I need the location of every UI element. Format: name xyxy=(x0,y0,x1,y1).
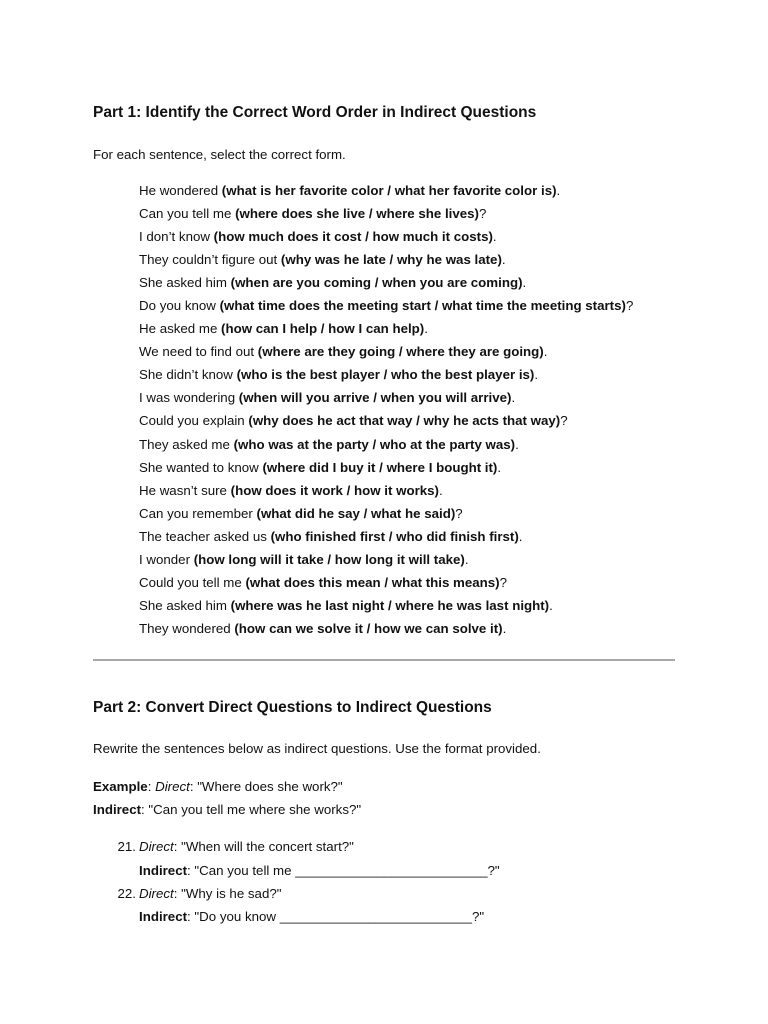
question-punctuation: ? xyxy=(455,505,463,521)
question-text xyxy=(139,527,522,547)
example-indirect-text: : "Can you tell me where she works?" xyxy=(141,802,362,817)
part1-instruction: For each sentence, select the correct form. xyxy=(93,147,346,162)
question-stem: Could you explain xyxy=(139,413,249,429)
question-stem: Can you remember xyxy=(139,505,257,521)
question-stem: Could you tell me xyxy=(139,574,246,590)
question-stem: Do you know xyxy=(139,298,220,314)
question-stem: They wondered xyxy=(139,620,235,636)
question-stem: Can you tell me xyxy=(139,206,236,222)
question-punctuation: ? xyxy=(560,413,568,429)
exercise-direct-label: Direct xyxy=(139,886,174,901)
question-punctuation: . xyxy=(438,482,443,498)
exercise-indirect-line[interactable] xyxy=(139,907,484,927)
question-stem: He asked me xyxy=(139,321,222,337)
question-punctuation: . xyxy=(515,436,519,452)
question-punctuation: . xyxy=(464,551,469,567)
answer-choices[interactable]: (how does it work / how it works) xyxy=(230,482,439,498)
question-punctuation: . xyxy=(492,229,497,245)
question-punctuation: . xyxy=(556,183,561,198)
answer-choices[interactable]: (what does this mean / what this means) xyxy=(245,574,500,590)
answer-choices[interactable]: (how much does it cost / how much it costs) xyxy=(213,229,493,245)
question-stem: I wonder xyxy=(139,551,194,567)
answer-choices[interactable]: (who was at the party / who at the party was) xyxy=(233,436,516,452)
question-stem: We need to find out xyxy=(139,344,258,360)
exercise-indirect-label: Indirect xyxy=(139,909,188,924)
question-text xyxy=(139,227,497,247)
answer-choices[interactable]: (when will you arrive / when you will arrive) xyxy=(238,390,512,406)
question-text xyxy=(139,388,515,408)
example-indirect-line xyxy=(93,800,361,820)
question-stem: He wasn’t sure xyxy=(139,482,231,498)
exercise-answer-blank[interactable]: : "Can you tell me __________________________?" xyxy=(187,863,500,878)
question-text xyxy=(139,365,538,385)
question-stem: I was wondering xyxy=(139,390,239,406)
question-punctuation: . xyxy=(549,597,553,613)
question-stem: She didn’t know xyxy=(139,367,237,383)
exercise-direct-line xyxy=(139,884,281,904)
answer-choices[interactable]: (how can I help / how I can help) xyxy=(221,321,425,337)
question-punctuation: . xyxy=(502,620,507,636)
question-punctuation: . xyxy=(534,367,539,383)
question-text xyxy=(139,296,633,316)
answer-choices[interactable]: (what did he say / what he said) xyxy=(256,505,456,521)
answer-choices[interactable]: (where was he last night / where he was last night) xyxy=(230,597,550,613)
question-text xyxy=(139,342,547,362)
exercise-direct-line xyxy=(139,837,354,857)
exercise-direct-text: : "When will the concert start?" xyxy=(173,839,354,854)
question-punctuation: . xyxy=(518,528,523,544)
question-text xyxy=(139,458,501,478)
exercise-number: 21. xyxy=(117,839,136,854)
question-text xyxy=(139,550,469,570)
question-punctuation: . xyxy=(543,344,548,360)
example-direct-line xyxy=(93,777,343,797)
question-stem: I don’t know xyxy=(139,229,214,245)
example-indirect-label: Indirect xyxy=(93,802,142,817)
answer-choices[interactable]: (where did I buy it / where I bought it) xyxy=(262,459,498,475)
answer-choices[interactable]: (where does she live / where she lives) xyxy=(235,206,479,222)
exercise-indirect-line[interactable] xyxy=(139,861,500,881)
answer-choices[interactable]: (what time does the meeting start / what time the meeting starts) xyxy=(219,298,626,314)
question-stem: She asked him xyxy=(139,275,231,291)
answer-choices[interactable]: (why was he late / why he was late) xyxy=(280,252,502,268)
question-text xyxy=(139,435,519,455)
example-separator: : xyxy=(147,779,156,794)
question-punctuation: . xyxy=(501,252,506,268)
question-stem: They couldn’t figure out xyxy=(139,252,281,268)
example-direct-label: Direct xyxy=(155,779,190,794)
exercise-direct-text: : "Why is he sad?" xyxy=(173,886,282,901)
question-punctuation: ? xyxy=(478,206,487,222)
question-stem: She wanted to know xyxy=(139,459,263,475)
question-text xyxy=(139,273,526,293)
question-text xyxy=(139,181,560,201)
question-text xyxy=(139,250,506,270)
question-text xyxy=(139,411,568,431)
part1-title: Part 1: Identify the Correct Word Order in Indirect Questions xyxy=(93,104,537,121)
question-punctuation: ? xyxy=(625,298,634,314)
question-stem: They asked me xyxy=(139,436,234,452)
answer-choices[interactable]: (why does he act that way / why he acts that way) xyxy=(248,413,561,429)
exercise-number: 22. xyxy=(117,886,136,901)
question-text xyxy=(139,596,553,616)
question-text xyxy=(139,573,507,593)
example-direct-text: : "Where does she work?" xyxy=(189,779,343,794)
example-label: Example xyxy=(93,779,148,794)
question-stem: He wondered xyxy=(139,183,222,198)
answer-choices[interactable]: (where are they going / where they are going) xyxy=(257,344,544,360)
question-text xyxy=(139,319,428,339)
answer-choices[interactable]: (what is her favorite color / what her favorite color is) xyxy=(221,183,557,198)
part2-title: Part 2: Convert Direct Questions to Indirect Questions xyxy=(93,699,492,716)
question-text xyxy=(139,504,463,524)
answer-choices[interactable]: (how can we solve it / how we can solve it) xyxy=(234,620,503,636)
question-punctuation: . xyxy=(511,390,516,406)
exercise-direct-label: Direct xyxy=(139,839,174,854)
question-punctuation: . xyxy=(497,459,502,475)
question-punctuation: . xyxy=(424,321,428,337)
question-punctuation: ? xyxy=(499,574,508,590)
answer-choices[interactable]: (who is the best player / who the best player is) xyxy=(236,367,535,383)
answer-choices[interactable]: (who finished first / who did finish first) xyxy=(270,528,519,544)
question-stem: The teacher asked us xyxy=(139,528,271,544)
exercise-answer-blank[interactable]: : "Do you know __________________________?" xyxy=(187,909,485,924)
question-punctuation: . xyxy=(522,275,527,291)
answer-choices[interactable]: (when are you coming / when you are coming) xyxy=(230,275,523,291)
answer-choices[interactable]: (how long will it take / how long it will take) xyxy=(193,551,465,567)
question-text xyxy=(139,619,506,639)
section-divider xyxy=(93,659,675,661)
question-stem: She asked him xyxy=(139,597,231,613)
question-text xyxy=(139,204,486,224)
question-text xyxy=(139,481,443,501)
exercise-indirect-label: Indirect xyxy=(139,863,188,878)
part2-instruction: Rewrite the sentences below as indirect questions. Use the format provided. xyxy=(93,741,541,756)
